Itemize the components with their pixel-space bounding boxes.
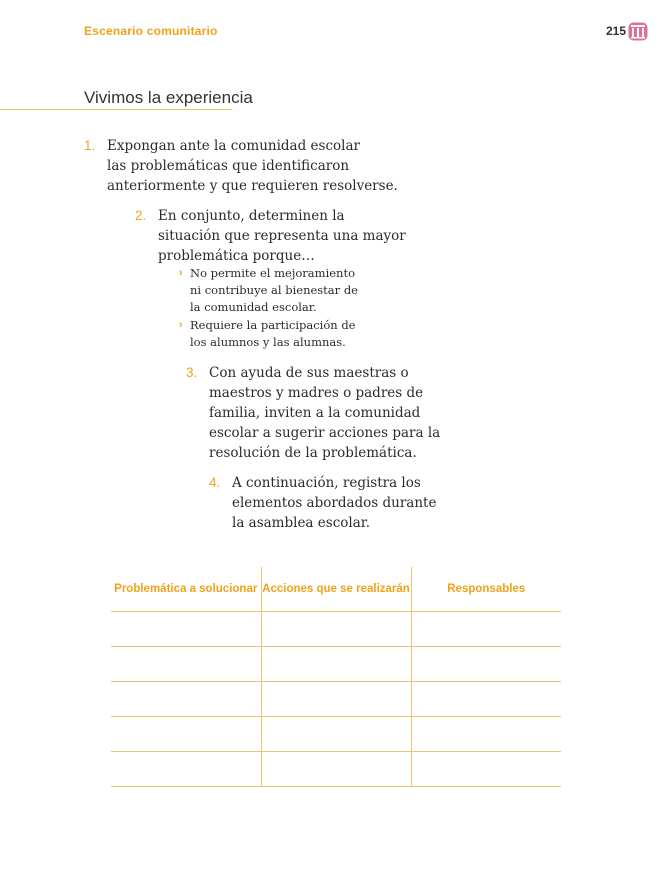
step-line: Con ayuda de sus maestras o <box>209 365 409 381</box>
step-line: las problemáticas que identificaron <box>107 158 350 174</box>
reason-line: Requiere la participación de <box>190 318 356 332</box>
reason-line: ni contribuye al bienestar de <box>190 283 358 297</box>
problem-cell[interactable] <box>111 612 261 647</box>
step-line: En conjunto, determinen la <box>158 208 345 224</box>
step-text <box>158 206 406 266</box>
section-label: Escenario comunitario <box>84 24 218 38</box>
step-3 <box>186 363 466 463</box>
chevron-right-icon: › <box>179 267 183 279</box>
table-row <box>111 612 561 647</box>
step-line: anteriormente y que requieren resolverse. <box>107 178 398 194</box>
responsible-cell[interactable] <box>411 752 561 787</box>
step-line: escolar a sugerir acciones para la <box>209 425 441 441</box>
header-problem: Problemática a solucionar <box>111 567 261 612</box>
header-actions: Acciones que se realizarán <box>261 567 411 612</box>
problem-cell[interactable] <box>111 682 261 717</box>
step-number: 3. <box>186 365 198 380</box>
reason-line: No permite el mejoramiento <box>190 266 356 280</box>
reason-line: la comunidad escolar. <box>190 300 317 314</box>
chevron-right-icon: › <box>179 319 183 331</box>
step-line: Expongan ante la comunidad escolar <box>107 138 360 154</box>
reason-line: los alumnos y las alumnas. <box>190 335 346 349</box>
community-scenario-icon <box>628 22 648 41</box>
actions-cell[interactable] <box>261 752 411 787</box>
table-row <box>111 647 561 682</box>
responsible-cell[interactable] <box>411 612 561 647</box>
assembly-record-table <box>111 567 561 787</box>
table-row <box>111 752 561 787</box>
problem-cell[interactable] <box>111 717 261 752</box>
step-line: elementos abordados durante <box>232 495 437 511</box>
reason-item <box>179 317 399 351</box>
step-number: 2. <box>135 208 147 223</box>
step-2 <box>135 206 425 266</box>
reason-text <box>190 317 356 351</box>
step-text <box>209 363 440 463</box>
step-line: resolución de la problemática. <box>209 445 417 461</box>
step-line: A continuación, registra los <box>232 475 421 491</box>
actions-cell[interactable] <box>261 717 411 752</box>
responsible-cell[interactable] <box>411 717 561 752</box>
section-title: Vivimos la experiencia <box>84 88 253 107</box>
page-number: 215 <box>606 24 627 38</box>
step-line: la asamblea escolar. <box>232 515 371 531</box>
problem-cell[interactable] <box>111 647 261 682</box>
reason-text <box>190 265 358 316</box>
actions-cell[interactable] <box>261 612 411 647</box>
step-text <box>107 136 398 196</box>
title-underline <box>0 109 232 110</box>
step-line: situación que representa una mayor <box>158 228 406 244</box>
step-line: maestros y madres o padres de <box>209 385 424 401</box>
actions-cell[interactable] <box>261 647 411 682</box>
responsible-cell[interactable] <box>411 682 561 717</box>
problem-cell[interactable] <box>111 752 261 787</box>
table-header-row <box>111 567 561 612</box>
step-number: 1. <box>84 138 96 153</box>
reason-item <box>179 265 399 316</box>
actions-cell[interactable] <box>261 682 411 717</box>
step-1 <box>84 136 414 196</box>
step-text <box>232 473 436 533</box>
header-responsible: Responsables <box>411 567 561 612</box>
responsible-cell[interactable] <box>411 647 561 682</box>
step-line: familia, inviten a la comunidad <box>209 405 421 421</box>
step-number: 4. <box>209 475 221 490</box>
table-row <box>111 717 561 752</box>
table-row <box>111 682 561 717</box>
step-line: problemática porque… <box>158 248 315 264</box>
table-body <box>111 612 561 787</box>
step-4 <box>209 473 459 533</box>
